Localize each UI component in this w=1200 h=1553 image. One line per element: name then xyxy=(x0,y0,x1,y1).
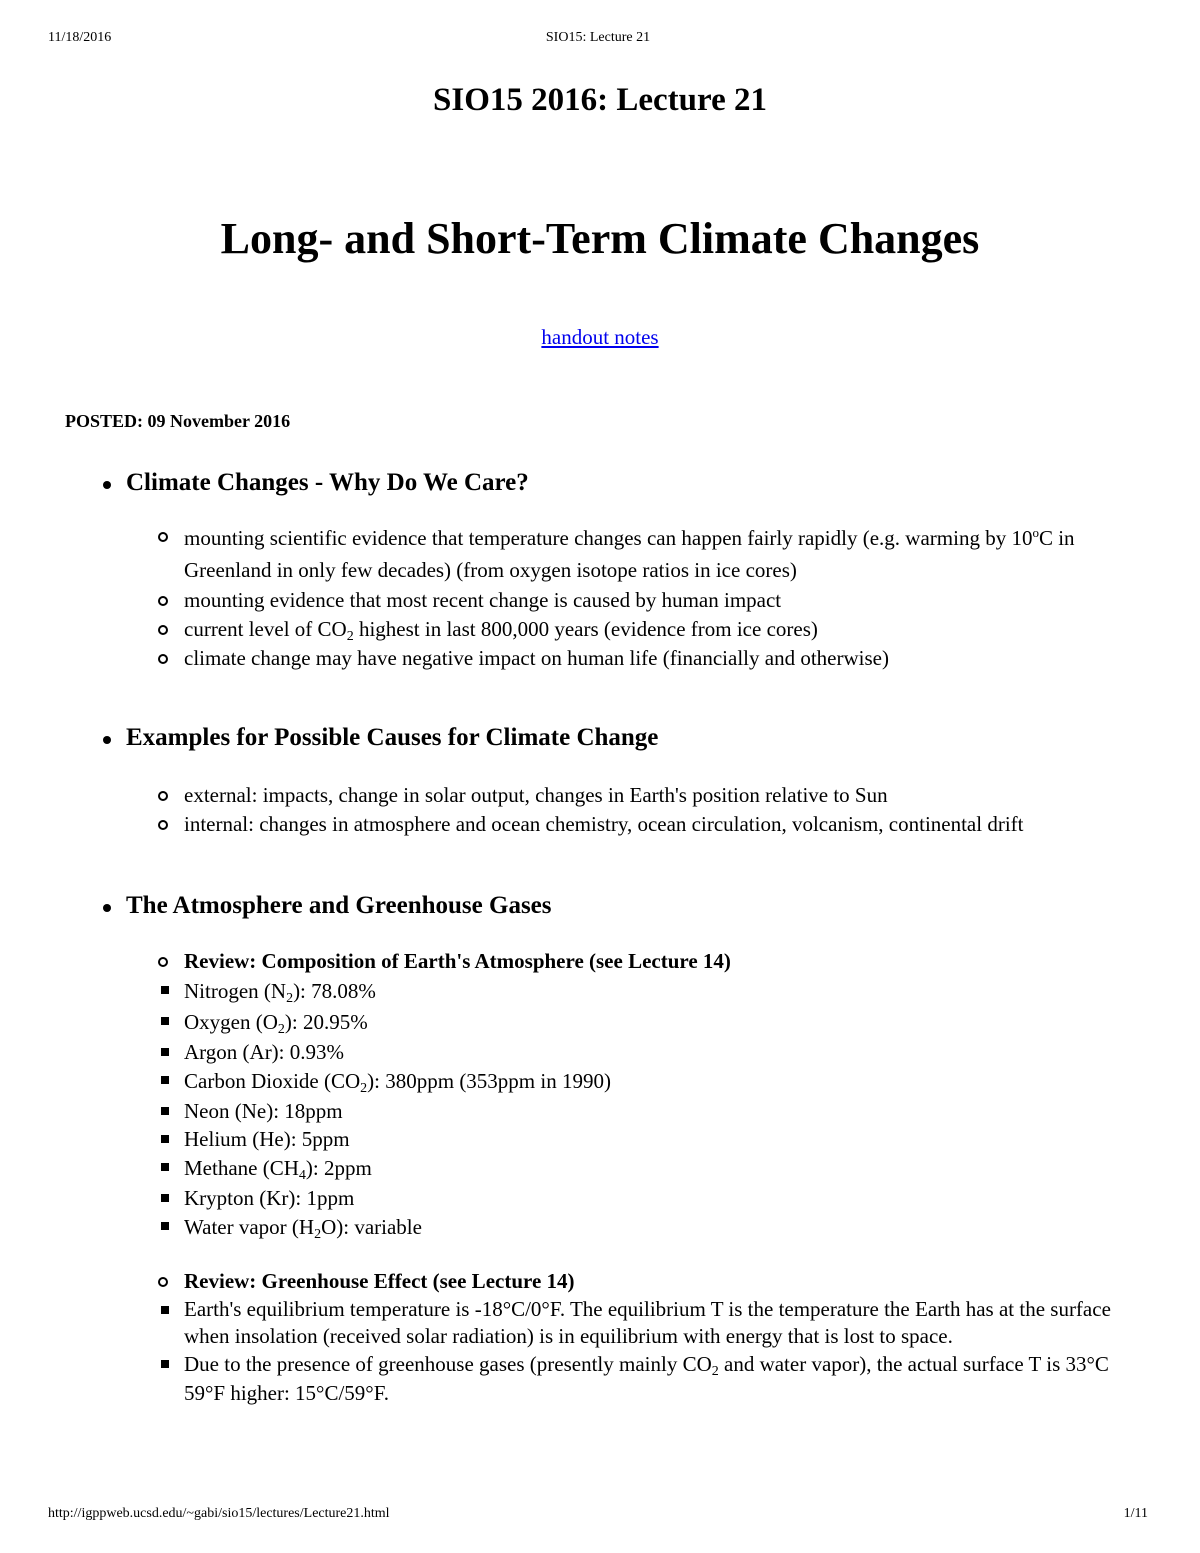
list-item xyxy=(126,1007,1140,1038)
item-text: mounting evidence that most recent change is caused by human impact xyxy=(184,588,782,612)
item-text: Earth's equilibrium temperature is -18°C/0°F. The equilibrium T is the temperature the Earth has at the surface when insolation (received solar radiation) is in equilibrium with energy that is lost to space. xyxy=(184,1297,1111,1348)
list-item xyxy=(126,1296,1140,1350)
list-item-greenhouse xyxy=(100,1267,1140,1408)
bullet-list xyxy=(100,522,1140,673)
print-footer xyxy=(48,1506,1148,1522)
item-text: and water vapor), the actual surface T is 33°C 59°F higher: 15°C/59°F. xyxy=(184,1352,1109,1405)
item-text: current level of CO xyxy=(184,617,347,641)
list-item xyxy=(126,1350,1140,1408)
item-text: climate change may have negative impact on human life (financially and otherwise) xyxy=(184,646,889,670)
list-item xyxy=(126,1184,1140,1212)
item-text: ): 380ppm (353ppm in 1990) xyxy=(367,1069,611,1093)
subscript: 2 xyxy=(277,1022,285,1037)
section-atmosphere xyxy=(100,891,1140,1408)
subscript: 4 xyxy=(298,1168,306,1183)
list-item: external: impacts, change in solar output, changes in Earth's position relative to Sun xyxy=(100,781,1140,810)
handout-notes-link[interactable]: handout notes xyxy=(541,325,659,349)
list-item-composition xyxy=(100,947,1140,1243)
subsection-heading: Review: Composition of Earth's Atmosphere (see Lecture 14) xyxy=(184,949,731,973)
subscript: 2 xyxy=(286,991,294,1006)
handout-link-container xyxy=(0,325,1200,350)
print-header xyxy=(48,30,1148,46)
page-title: Long- and Short-Term Climate Changes xyxy=(220,214,980,263)
list-item xyxy=(126,1153,1140,1184)
item-text: Neon (Ne): 18ppm xyxy=(184,1099,343,1123)
list-item xyxy=(126,1212,1140,1243)
print-page-title: SIO15: Lecture 21 xyxy=(545,30,651,45)
list-item xyxy=(100,644,1140,673)
subscript: 2 xyxy=(360,1081,368,1096)
item-text: C in Greenland in only few decades) (from oxygen isotope ratios in ice cores) xyxy=(184,526,1075,582)
item-text: Nitrogen (N xyxy=(184,979,287,1003)
list-item: internal: changes in atmosphere and ocean chemistry, ocean circulation, volcanism, continental drift xyxy=(100,810,1140,839)
lecture-title: SIO15 2016: Lecture 21 xyxy=(433,82,767,118)
item-text: Water vapor (H xyxy=(184,1215,315,1239)
superscript: o xyxy=(1032,525,1039,540)
section-heading: Climate Changes - Why Do We Care? xyxy=(100,468,1140,498)
item-text: Due to the presence of greenhouse gases (presently mainly CO xyxy=(184,1352,712,1376)
item-text: Carbon Dioxide (CO xyxy=(184,1069,361,1093)
subscript: 2 xyxy=(346,629,354,644)
print-date: 11/18/2016 xyxy=(48,30,112,45)
list-item xyxy=(100,615,1140,644)
item-text: ): 20.95% xyxy=(284,1010,368,1034)
list-item xyxy=(100,586,1140,615)
print-url: http://igppweb.ucsd.edu/~gabi/sio15/lectures/Lecture21.html xyxy=(48,1506,390,1521)
item-text: ): 78.08% xyxy=(293,979,376,1003)
list-item xyxy=(100,522,1140,586)
item-text: ): 2ppm xyxy=(305,1156,372,1180)
posted-date: POSTED: 09 November 2016 xyxy=(65,411,291,431)
section-heading: The Atmosphere and Greenhouse Gases xyxy=(100,891,1140,921)
subscript: 2 xyxy=(314,1227,322,1242)
list-item xyxy=(126,1038,1140,1066)
item-text: Krypton (Kr): 1ppm xyxy=(184,1186,355,1210)
bullet-list xyxy=(100,781,1140,839)
section-why-care xyxy=(100,468,1140,673)
print-page-number: 1/11 xyxy=(1123,1506,1148,1521)
item-text: Helium (He): 5ppm xyxy=(184,1127,350,1151)
section-heading: Examples for Possible Causes for Climate Change xyxy=(100,723,1140,753)
section-causes xyxy=(100,723,1140,839)
subsection-heading: Review: Greenhouse Effect (see Lecture 14) xyxy=(184,1269,575,1293)
item-text: highest in last 800,000 years (evidence from ice cores) xyxy=(353,617,818,641)
list-item xyxy=(126,1066,1140,1097)
list-item xyxy=(126,1097,1140,1125)
composition-list xyxy=(184,976,1140,1243)
subscript: 2 xyxy=(711,1364,719,1379)
item-text: mounting scientific evidence that temperature changes can happen fairly rapidly (e.g. warming by 10 xyxy=(184,526,1033,550)
item-text: Oxygen (O xyxy=(184,1010,278,1034)
item-text: Argon (Ar): 0.93% xyxy=(184,1040,345,1064)
item-text: Methane (CH xyxy=(184,1156,299,1180)
bullet-list xyxy=(100,947,1140,1408)
greenhouse-list xyxy=(184,1296,1140,1408)
item-text: O): variable xyxy=(321,1215,422,1239)
list-item xyxy=(126,1125,1140,1153)
list-item xyxy=(126,976,1140,1007)
